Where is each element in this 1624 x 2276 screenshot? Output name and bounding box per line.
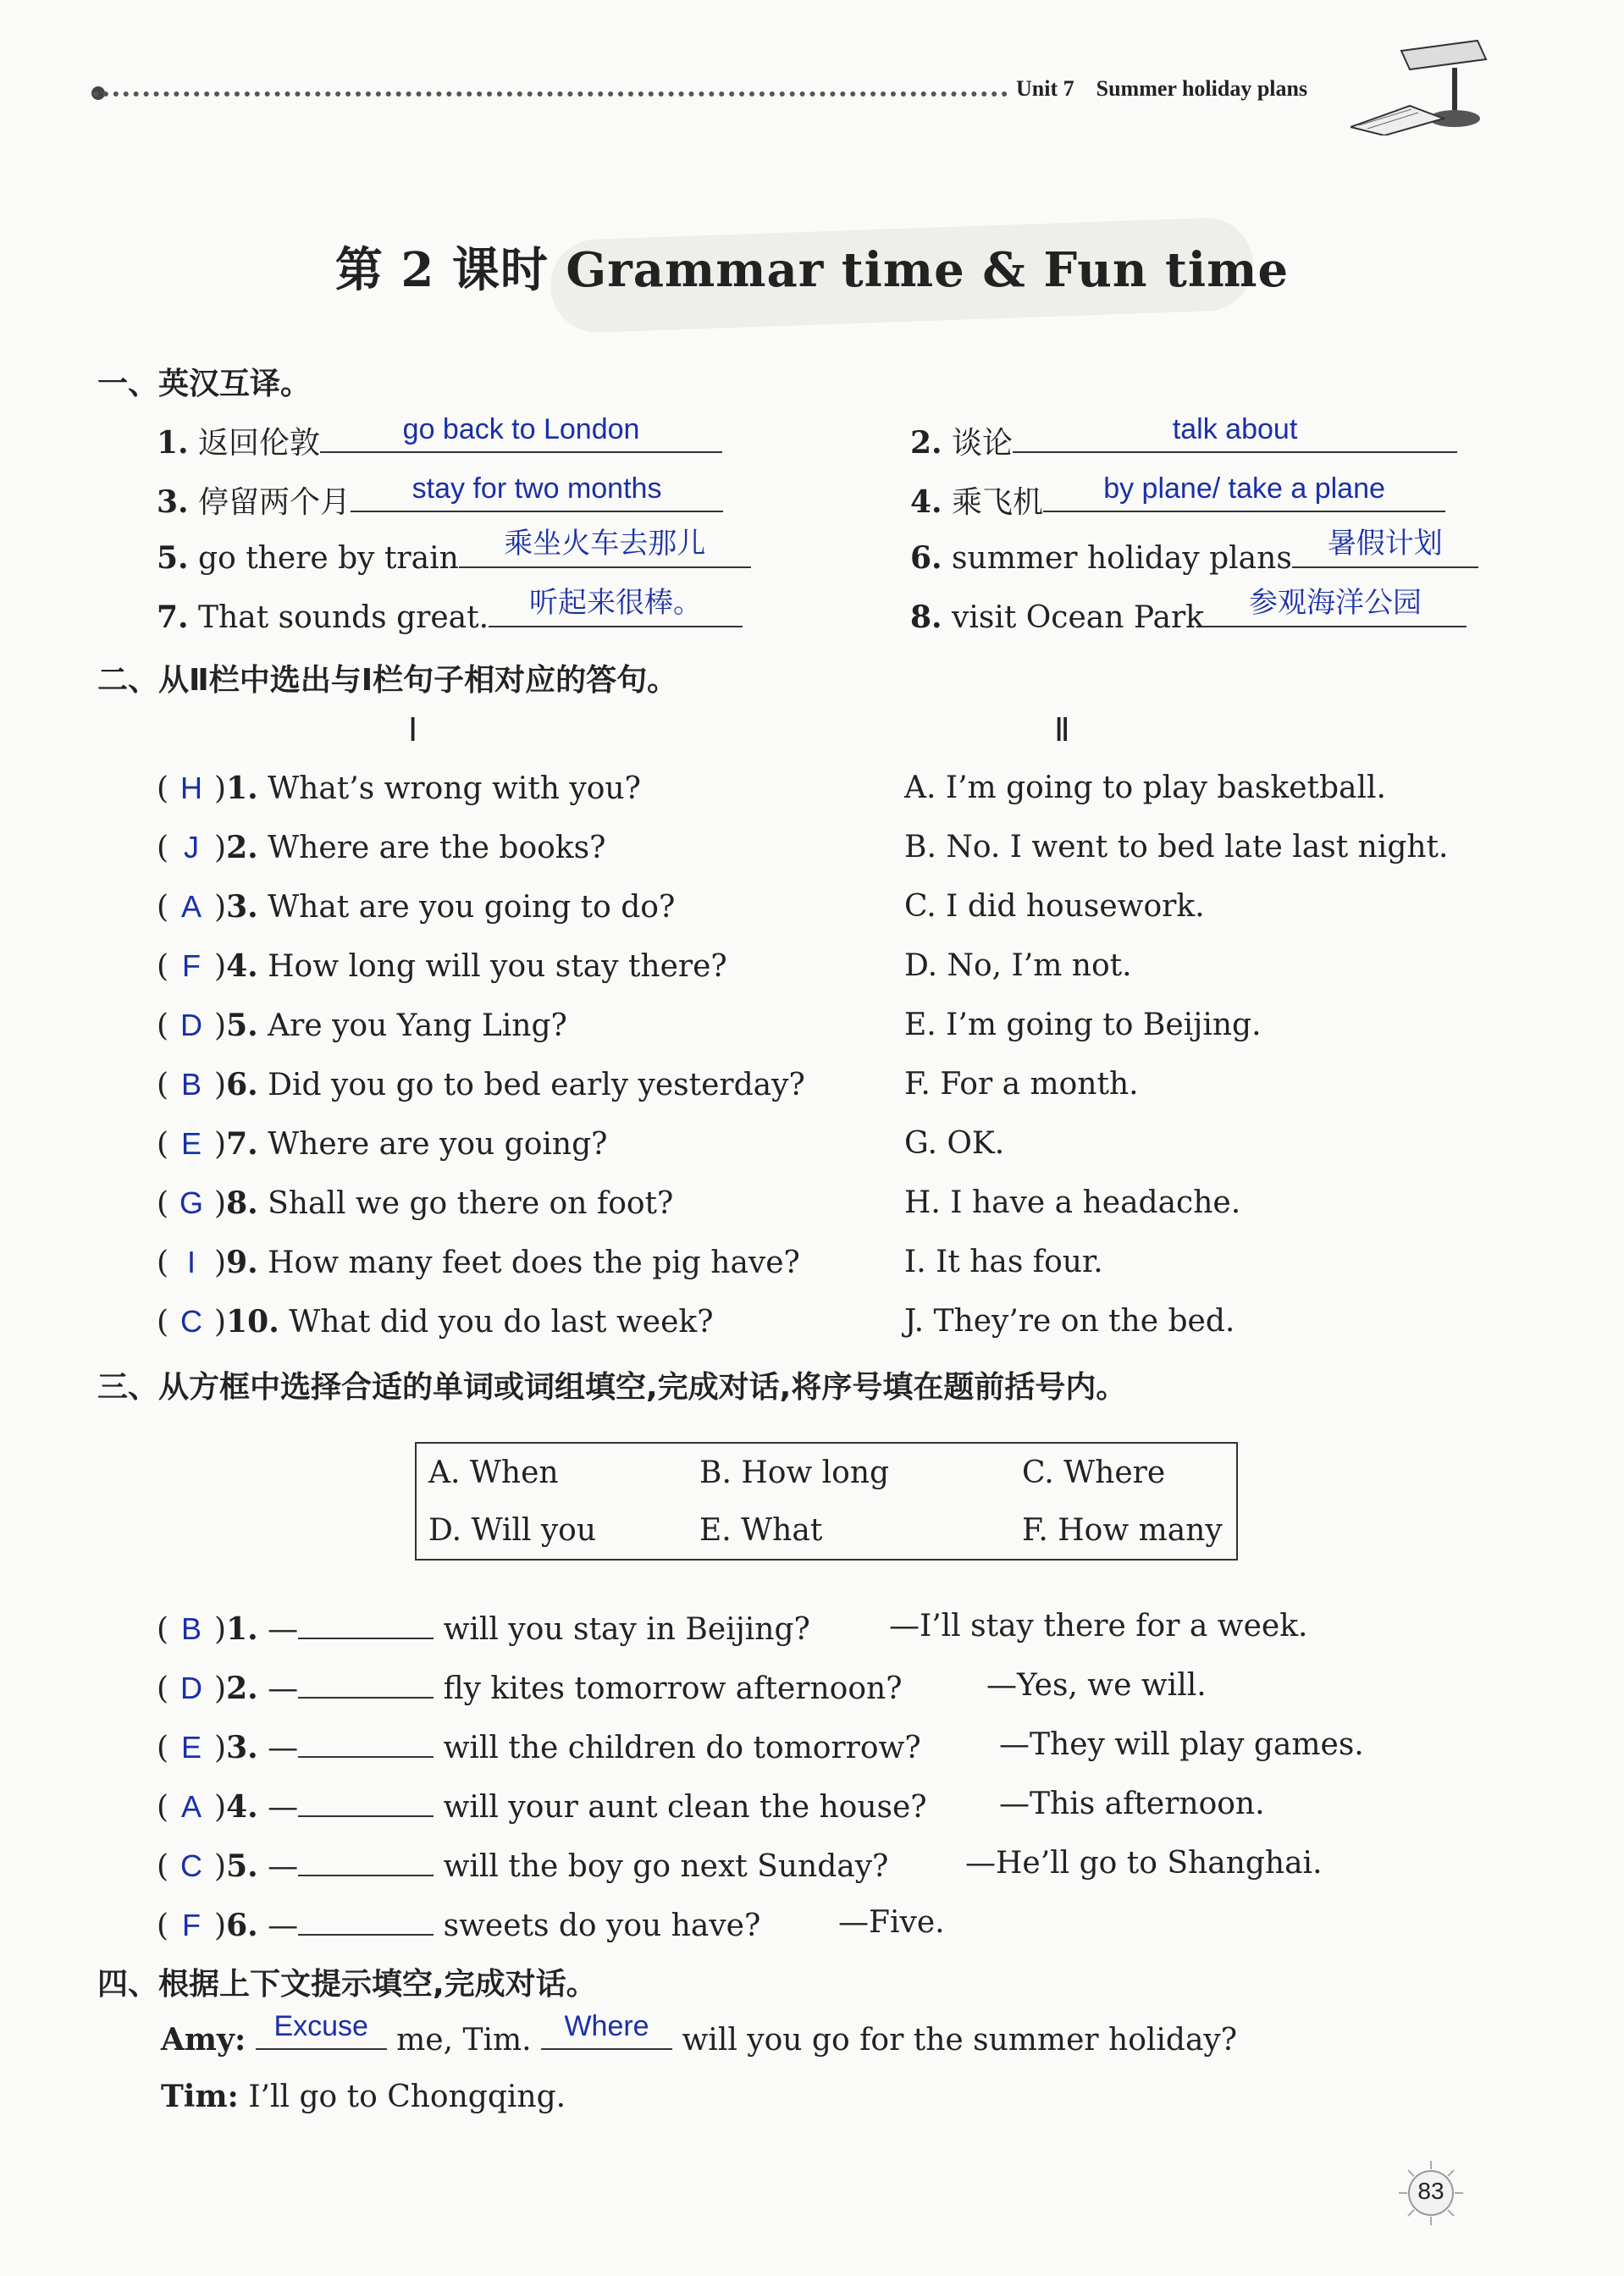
item-number: 6. [226,1908,258,1943]
page-number: 83 [1417,2178,1444,2204]
answer-paren[interactable]: ( C ) [157,1304,227,1340]
answer-blank[interactable] [1043,472,1445,512]
answer-letter: A [181,1789,202,1824]
answer-paren[interactable]: ( B ) [157,1611,227,1647]
question-text: What’s wrong with you? [268,771,641,806]
header-dotted-rule [93,91,1008,97]
s2-option-row: E. I’m going to Beijing. [904,1008,1262,1042]
word-bank-option: B. How long [699,1456,890,1490]
word-bank-option: E. What [699,1513,823,1548]
s1-item-1 [157,413,722,462]
s2-option-row: A. I’m going to play basketball. [904,771,1386,805]
answer-blank[interactable] [351,472,723,512]
s2-option-row: J. They’re on the bed. [904,1304,1235,1339]
s2-option-row: G. OK. [904,1126,1005,1161]
answer-letter: D [180,1008,203,1042]
s1-item-6 [910,528,1478,576]
dialogue-text: will you go for the summer holiday? [682,2023,1238,2058]
item-prompt: 停留两个月 [198,485,351,520]
item-number: 2. [226,830,258,865]
question-text: will the children do tomorrow? [443,1731,921,1765]
s1-item-5 [157,528,751,576]
s2-option-row: F. For a month. [904,1067,1139,1102]
answer-letter: I [187,1245,196,1279]
s2-question-row [157,1185,673,1221]
item-number: 5. [226,1008,258,1043]
question-text: What did you do last week? [289,1305,714,1340]
answer-letter: E [181,1126,202,1161]
answer-paren[interactable]: ( D ) [157,1671,227,1706]
s3-reply: —He’ll go to Shanghai. [965,1846,1323,1881]
item-number: 6. [226,1067,258,1102]
answer-letter: G [180,1185,204,1220]
answer-text: go back to London [402,413,640,445]
s2-option-row: C. I did housework. [904,889,1205,924]
item-number: 4. [910,484,942,520]
s2-option-row: H. I have a headache. [904,1185,1241,1220]
question-text: will the boy go next Sunday? [443,1849,889,1884]
speaker-tim: Tim: [161,2079,239,2114]
section1-heading: 一、英汉互译。 [97,367,312,401]
answer-text: Where [564,2010,649,2042]
answer-letter: C [180,1848,203,1883]
question-text: Where are you going? [268,1127,608,1162]
item-prompt: That sounds great. [198,600,489,635]
question-text: fly kites tomorrow afternoon? [443,1671,903,1706]
lesson-title: 第 2 课时 Grammar time & Fun time [334,242,1290,298]
question-text: sweets do you have? [443,1909,761,1943]
fill-blank[interactable] [298,1727,434,1758]
item-number: 4. [226,1789,258,1825]
running-header [1016,76,1307,102]
s3-reply: —I’ll stay there for a week. [889,1609,1308,1643]
item-prompt: 乘飞机 [952,485,1044,520]
word-bank-option: C. Where [1022,1456,1166,1490]
answer-text: 暑假计划 [1327,528,1443,560]
s2-question-row [157,1067,805,1102]
question-text: will you stay in Beijing? [443,1612,810,1647]
answer-paren[interactable]: ( A ) [157,1789,227,1825]
item-number: 1. [226,771,258,806]
word-bank-option: F. How many [1022,1513,1223,1548]
s3-question-row: ( F )6. — sweets do you have? [157,1905,760,1943]
answer-paren[interactable]: ( J ) [157,830,227,865]
word-bank-option: D. Will you [428,1513,597,1548]
s3-reply: —This afternoon. [999,1787,1265,1821]
unit-label: Unit 7 [1016,76,1074,101]
s1-item-8 [910,587,1467,635]
column-1-header: Ⅰ [408,711,418,749]
item-number: 6. [910,540,942,576]
s2-question-row [157,1245,800,1280]
dialogue-tim [161,2079,566,2114]
section4-heading: 四、根据上下文提示填空,完成对话。 [97,1967,597,2002]
answer-letter: H [180,771,203,805]
question-text: Shall we go there on foot? [268,1186,674,1221]
answer-letter: D [180,1671,203,1705]
item-number: 8. [226,1185,258,1221]
answer-text: 参观海洋公园 [1248,587,1422,619]
question-text: What are you going to do? [268,890,676,925]
section2-heading: 二、从Ⅱ栏中选出与Ⅰ栏句子相对应的答句。 [97,663,678,698]
answer-paren[interactable]: ( C ) [157,1848,227,1884]
answer-paren[interactable]: ( E ) [157,1126,227,1162]
answer-letter: B [181,1067,202,1102]
item-prompt: go there by train [198,541,459,576]
item-prompt: 返回伦敦 [198,426,321,461]
answer-blank[interactable] [1013,413,1457,453]
speaker-amy: Amy: [161,2022,246,2058]
answer-letter: F [182,1908,202,1942]
question-text: will your aunt clean the house? [443,1790,927,1825]
answer-paren[interactable]: ( I ) [157,1245,227,1280]
answer-text: talk about [1172,413,1298,445]
answer-paren[interactable]: ( H ) [157,771,227,806]
item-number: 8. [910,599,942,635]
item-prompt: summer holiday plans [952,541,1292,576]
answer-paren[interactable]: ( E ) [157,1730,227,1765]
item-prompt: 谈论 [952,426,1014,461]
item-number: 4. [226,948,258,984]
s3-question-row: ( C )5. — will the boy go next Sunday? [157,1846,888,1884]
fill-blank[interactable] [298,1905,434,1936]
s1-item-7 [157,587,743,635]
s2-option-row: D. No, I’m not. [904,948,1132,983]
answer-text: 乘坐火车去那儿 [504,528,706,560]
s3-reply: —They will play games. [999,1727,1364,1762]
answer-text: Excuse [273,2010,368,2042]
answer-letter: C [180,1304,203,1339]
question-text: How long will you stay there? [268,949,727,984]
question-text: Did you go to bed early yesterday? [268,1068,805,1102]
s3-reply: —Five. [838,1905,945,1940]
unit-title: Summer holiday plans [1096,76,1308,101]
item-number: 1. [226,1611,258,1647]
s2-question-row [157,1304,714,1340]
s1-item-3 [157,472,723,522]
s2-question-row [157,771,641,806]
s3-question-row: ( E )3. — will the children do tomorrow? [157,1727,921,1765]
item-number: 5. [226,1848,258,1884]
s3-question-row: ( D )2. — fly kites tomorrow afternoon? [157,1668,903,1706]
answer-text: by plane/ take a plane [1103,472,1385,505]
answer-letter: J [184,830,200,865]
answer-paren[interactable]: ( B ) [157,1067,227,1102]
answer-letter: A [181,889,202,924]
answer-text: 听起来很棒。 [529,587,703,619]
answer-letter: E [181,1730,202,1765]
dialogue-amy [161,2010,1238,2058]
answer-letter: F [182,948,202,983]
question-text: Are you Yang Ling? [268,1008,567,1043]
answer-blank[interactable] [459,528,751,568]
item-number: 3. [226,889,258,925]
answer-paren[interactable]: ( G ) [157,1185,227,1221]
item-number: 3. [157,484,189,520]
fill-blank[interactable] [298,1668,434,1699]
answer-blank[interactable] [541,2010,672,2050]
s2-option-row: B. No. I went to bed late last night. [904,830,1449,865]
dialogue-text: I’ll go to Chongqing. [248,2080,566,2114]
answer-paren[interactable]: ( D ) [157,1008,227,1043]
question-text: How many feet does the pig have? [268,1246,800,1280]
word-bank-option: A. When [428,1456,559,1490]
item-number: 5. [157,540,189,576]
item-number: 9. [226,1245,258,1280]
s3-question-row: ( B )1. — will you stay in Beijing? [157,1609,810,1647]
answer-text: stay for two months [412,472,662,505]
dialogue-text: me, Tim. [396,2023,532,2058]
answer-letter: B [181,1611,202,1646]
answer-paren[interactable]: ( A ) [157,889,227,925]
answer-blank[interactable] [320,413,722,453]
item-prompt: visit Ocean Park [952,600,1204,635]
answer-paren[interactable]: ( F ) [157,1908,227,1943]
answer-blank[interactable] [1292,528,1478,568]
item-number: 7. [226,1126,258,1162]
s1-item-4 [910,472,1445,522]
s3-reply: —Yes, we will. [986,1668,1207,1703]
answer-blank[interactable] [489,587,743,627]
column-2-header: Ⅱ [1054,711,1070,749]
s2-question-row [157,830,605,865]
s2-option-row: I. It has four. [904,1245,1103,1279]
s1-item-2 [910,413,1457,462]
answer-blank[interactable] [1204,587,1467,627]
item-number: 2. [226,1671,258,1706]
fill-blank[interactable] [298,1609,434,1639]
answer-blank[interactable] [256,2010,387,2050]
item-number: 1. [157,425,189,461]
question-text: Where are the books? [268,831,606,865]
section3-heading: 三、从方框中选择合适的单词或词组填空,完成对话,将序号填在题前括号内。 [97,1370,1127,1405]
item-number: 3. [226,1730,258,1765]
word-bank-box [415,1442,1238,1561]
s2-question-row [157,1008,567,1043]
fill-blank[interactable] [298,1846,434,1876]
s2-question-row [157,1126,607,1162]
s2-question-row [157,889,675,925]
desk-lamp-icon [1351,25,1494,135]
item-number: 2. [910,425,942,461]
answer-paren[interactable]: ( F ) [157,948,227,984]
fill-blank[interactable] [298,1787,434,1817]
s3-question-row: ( A )4. — will your aunt clean the house? [157,1787,927,1825]
item-number: 7. [157,599,189,635]
s2-question-row [157,948,727,984]
item-number: 10. [226,1304,279,1340]
